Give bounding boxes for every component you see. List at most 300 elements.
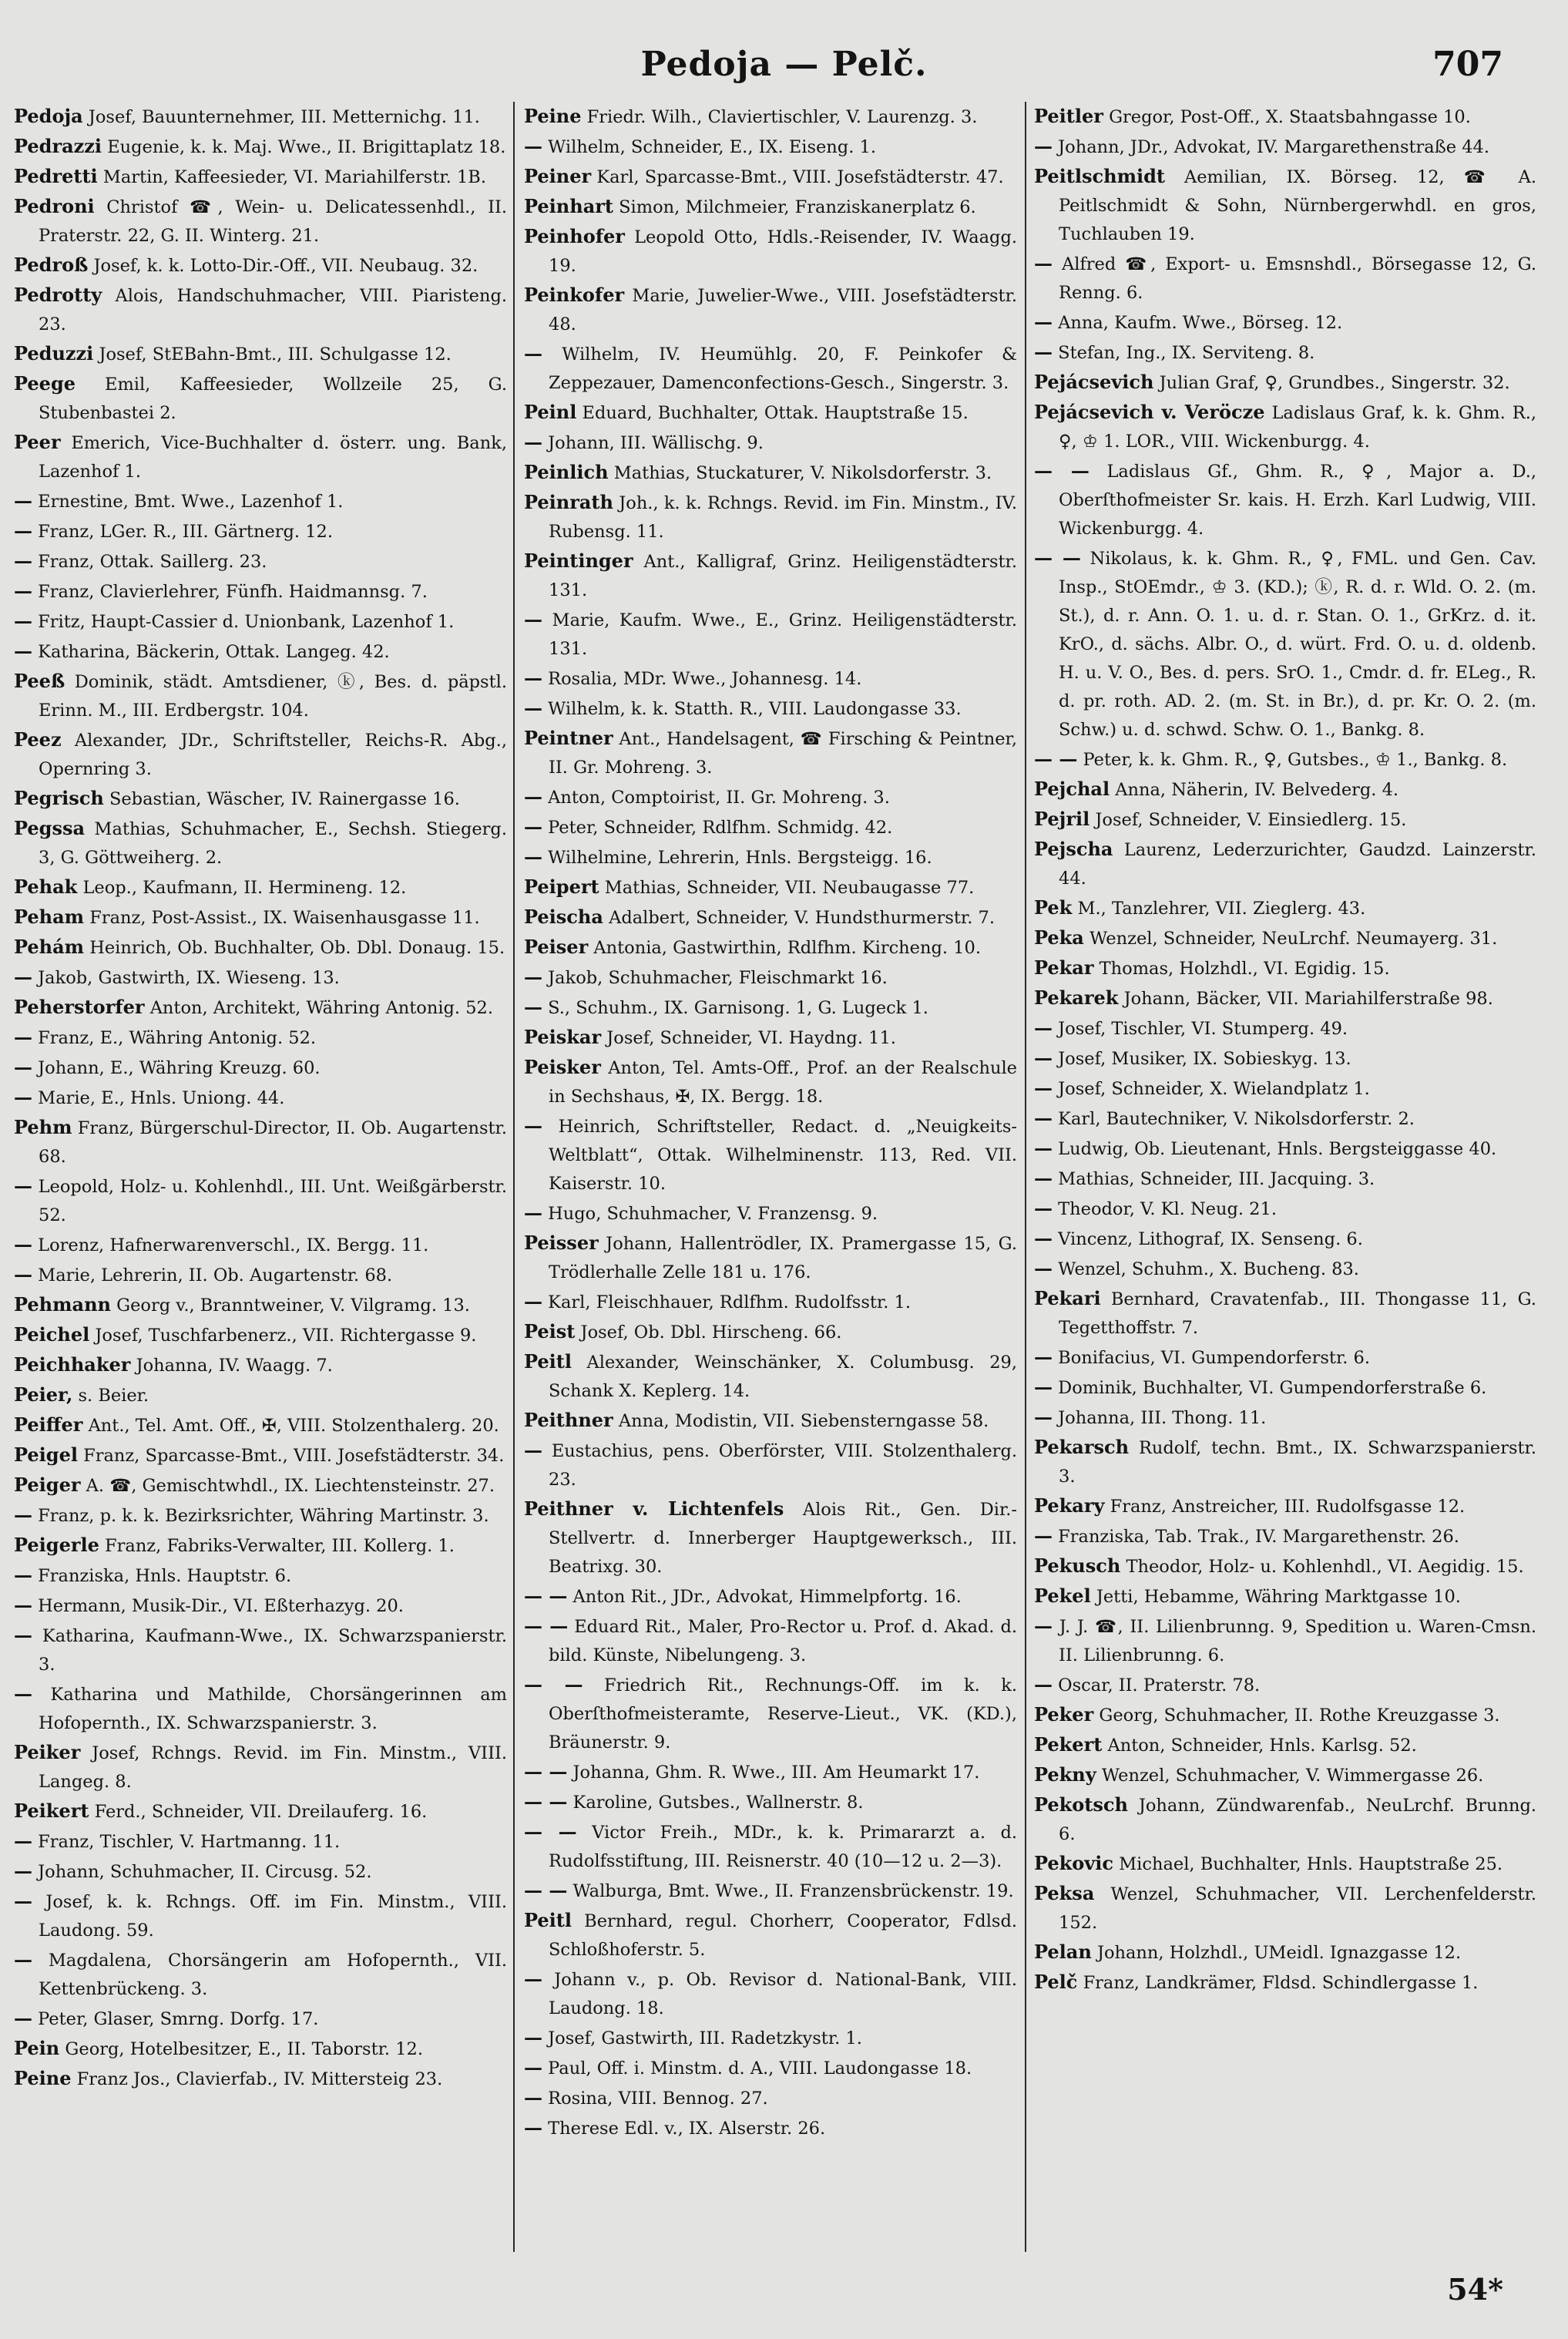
- entry-surname: —: [14, 489, 32, 512]
- entry-details: s. Beier.: [78, 1386, 149, 1406]
- entry-surname: —: [14, 549, 32, 572]
- directory-entry: [524, 102, 1017, 132]
- directory-entry: [524, 694, 1017, 724]
- entry-details: Alois Rit., Gen. Dir.-Stellvertr. d. Innerberger Hauptgewerksch., III. Beatrixg. 30.: [549, 1500, 1017, 1577]
- directory-entry: [1034, 835, 1536, 893]
- entry-details: J. J. ☎, II. Lilienbrunng. 9, Spedition u. Waren-Cmsn. II. Lilienbrunng. 6.: [1059, 1617, 1536, 1665]
- entry-surname: Peitl: [524, 1350, 572, 1373]
- directory-entry: [1034, 805, 1536, 835]
- entry-details: Paul, Off. i. Minstm. d. A., VIII. Laudongasse 18.: [548, 2058, 972, 2079]
- entry-surname: —: [1034, 1167, 1053, 1189]
- entry-details: Anton, Schneider, Hnls. Karlsg. 52.: [1107, 1736, 1417, 1756]
- entry-surname: Peisker: [524, 1056, 601, 1078]
- directory-entry: [14, 250, 507, 281]
- directory-entry: [524, 1494, 1017, 1581]
- directory-entry: [14, 637, 507, 667]
- entry-surname: —: [524, 845, 542, 868]
- directory-entry: [524, 1611, 1017, 1670]
- directory-entry: [14, 1410, 507, 1440]
- entry-surname: —: [1034, 1346, 1053, 1368]
- entry-details: Johann, Holzhdl., UMeidl. Ignazgasse 12.: [1096, 1943, 1462, 1963]
- entry-surname: —: [524, 2056, 542, 2079]
- directory-entry: [524, 1670, 1017, 1757]
- directory-entry: [14, 607, 507, 637]
- directory-entry: [14, 428, 507, 486]
- entry-surname: Pekari: [1034, 1287, 1101, 1309]
- entry-details: Wenzel, Schuhm., X. Bucheng. 83.: [1058, 1259, 1359, 1279]
- entry-surname: —: [1034, 1615, 1053, 1637]
- entry-surname: —: [1034, 1673, 1053, 1695]
- entry-details: Mathias, Stuckaturer, V. Nikolsdorferstr. 3.: [613, 463, 992, 483]
- entry-details: Alexander, Weinschänker, X. Columbusg. 29, Schank X. Keplerg. 14.: [549, 1353, 1017, 1401]
- directory-entry: [1034, 1730, 1536, 1760]
- entry-surname: Pelč: [1034, 1971, 1078, 1993]
- entry-surname: —: [524, 697, 542, 719]
- entry-surname: Pejácsevich v. Veröcze: [1034, 401, 1265, 423]
- entry-surname: —: [524, 2116, 542, 2139]
- directory-entry: [14, 516, 507, 546]
- entry-details: Lorenz, Hafnerwarenverschl., IX. Bergg. 11.: [38, 1235, 429, 1255]
- directory-entry: [524, 782, 1017, 812]
- entry-surname: —: [1034, 311, 1053, 333]
- entry-surname: —: [14, 1564, 32, 1586]
- page-number: 707: [1432, 45, 1503, 84]
- entry-surname: Peiker: [14, 1741, 81, 1763]
- directory-entry: [524, 132, 1017, 162]
- directory-entry: [1034, 307, 1536, 338]
- directory-entry: [14, 1350, 507, 1380]
- entry-surname: Peinhart: [524, 195, 613, 217]
- entry-details: Josef, k. k. Rchngs. Off. im Fin. Minstm., VIII. Laudong. 59.: [39, 1892, 507, 1941]
- directory-entry: [1034, 1611, 1536, 1670]
- directory-entry: [524, 1111, 1017, 1198]
- entry-surname: — —: [524, 1673, 583, 1695]
- entry-details: Jakob, Gastwirth, IX. Wieseng. 13.: [38, 968, 340, 988]
- directory-entry: [524, 1964, 1017, 2023]
- entry-details: Nikolaus, k. k. Ghm. R., ♀, FML. und Gen. Cav. Insp., StOEmdr., ♔ 3. (KD.); ⓚ, R. d. r. Wld. O. 2. (m. St.), d. r. Ann. O. 1. u. d. r. Stan. O. 1., GrKrz. d. it. KrO., d. sächs. Albr. O., d. würt. Frd. O. u. d. oldenb. H. u. V. O., Bes. d. pers. SrO. 1., Cmdr. d. fr. ELeg., R. d. pr. roth. AD. 2. (m. St. in Br.), d. pr. Kr. O. 2. (m. Schw.) u. d. schwd. Schw. O. 1., Bankg. 8.: [1059, 549, 1536, 740]
- entry-surname: —: [1034, 1406, 1053, 1428]
- directory-entry: [1034, 1433, 1536, 1491]
- entry-details: Mathias, Schneider, VII. Neubaugasse 77.: [604, 878, 975, 898]
- entry-details: Ant., Kalligraf, Grinz. Heiligenstädterstr. 131.: [549, 552, 1017, 600]
- entry-surname: Pein: [14, 2037, 60, 2059]
- entry-details: Jetti, Hebamme, Währing Marktgasse 10.: [1096, 1587, 1461, 1607]
- entry-details: Thomas, Holzhdl., VI. Egidig. 15.: [1099, 959, 1390, 979]
- directory-entry: [14, 162, 507, 192]
- entry-surname: Pehmann: [14, 1293, 111, 1316]
- entry-details: Josef, Rchngs. Revid. im Fin. Minstm., VIII. Langeg. 8.: [39, 1743, 507, 1792]
- entry-details: Anton Rit., JDr., Advokat, Himmelpfortg. 16.: [572, 1587, 962, 1607]
- entry-surname: Peege: [14, 372, 76, 395]
- entry-details: Rosina, VIII. Bennog. 27.: [548, 2089, 768, 2109]
- entry-details: Theodor, Holz- u. Kohlenhdl., VI. Aegidig. 15.: [1126, 1557, 1524, 1577]
- entry-surname: Pekovic: [1034, 1852, 1113, 1874]
- directory-entry: [524, 2023, 1017, 2053]
- entry-details: Josef, Tischler, VI. Stumperg. 49.: [1058, 1019, 1348, 1039]
- entry-details: Karoline, Gutsbes., Wallnerstr. 8.: [572, 1793, 864, 1813]
- entry-surname: — —: [1034, 459, 1090, 482]
- entry-details: Josef, StEBahn-Bmt., III. Schulgasse 12.: [99, 344, 452, 365]
- entry-details: Wilhelm, Schneider, E., IX. Eiseng. 1.: [548, 137, 876, 157]
- entry-details: Franz, Post-Assist., IX. Waisenhausgasse 11.: [89, 908, 480, 928]
- directory-entry: [524, 664, 1017, 694]
- entry-details: Anna, Modistin, VII. Siebensterngasse 58.: [618, 1411, 989, 1431]
- entry-surname: Peez: [14, 728, 62, 751]
- directory-entry: [524, 162, 1017, 192]
- directory-entry: [14, 814, 507, 872]
- entry-surname: Pejácsevich: [1034, 371, 1154, 393]
- entry-details: Johann, Schuhmacher, II. Circusg. 52.: [38, 1862, 372, 1882]
- entry-surname: —: [14, 519, 32, 542]
- directory-entry: [14, 1470, 507, 1501]
- running-title: Pedoja — Pelč.: [640, 45, 928, 84]
- entry-surname: Peipert: [524, 875, 599, 898]
- directory-entry: [524, 872, 1017, 902]
- entry-surname: Pedroß: [14, 254, 89, 276]
- directory-entry: [1034, 249, 1536, 307]
- entry-details: Eduard, Buchhalter, Ottak. Hauptstraße 15.: [582, 403, 969, 423]
- entry-surname: Pekarek: [1034, 986, 1119, 1009]
- entry-details: Christof ☎, Wein- u. Delicatessenhdl., II. Praterstr. 22, G. II. Winterg. 21.: [39, 197, 507, 246]
- entry-details: Mathias, Schuhmacher, E., Sechsh. Stiegerg. 3, G. Göttweiherg. 2.: [39, 819, 507, 868]
- entry-details: Anton, Tel. Amts-Off., Prof. an der Realschule in Sechshaus, ✠, IX. Bergg. 18.: [549, 1058, 1017, 1107]
- directory-entry: [524, 1023, 1017, 1053]
- directory-entry: [14, 2004, 507, 2034]
- directory-entry: [524, 993, 1017, 1023]
- entry-details: Bernhard, regul. Chorherr, Cooperator, Fdlsd. Schloßhoferstr. 5.: [549, 1911, 1017, 1960]
- entry-details: Ludwig, Ob. Lieutenant, Hnls. Bergsteiggasse 40.: [1058, 1139, 1497, 1159]
- entry-surname: Pekert: [1034, 1733, 1103, 1756]
- directory-entry: [524, 428, 1017, 458]
- directory-entry: [1034, 1373, 1536, 1403]
- directory-entry: [14, 1260, 507, 1290]
- entry-details: Peter, k. k. Ghm. R., ♀, Gutsbes., ♔ 1., Bankg. 8.: [1083, 750, 1508, 770]
- entry-surname: Pek: [1034, 896, 1073, 919]
- entry-surname: —: [14, 1175, 32, 1197]
- entry-details: Franz, Fabriks-Verwalter, III. Kollerg. 1.: [105, 1536, 455, 1556]
- entry-surname: —: [14, 1682, 32, 1705]
- entry-surname: Pekary: [1034, 1494, 1105, 1517]
- entry-details: Eugenie, k. k. Maj. Wwe., II. Brigittaplatz 18.: [107, 137, 506, 157]
- entry-details: Johanna, III. Thong. 11.: [1058, 1408, 1267, 1428]
- directory-entry: [524, 963, 1017, 993]
- entry-details: Johann, Zündwarenfab., NeuLrchf. Brunng. 6.: [1059, 1796, 1536, 1844]
- entry-details: Julian Graf, ♀, Grundbes., Singerstr. 32.: [1159, 373, 1510, 393]
- entry-details: Alois, Handschuhmacher, VIII. Piaristeng. 23.: [39, 286, 507, 334]
- entry-surname: Peeß: [14, 670, 65, 692]
- entry-surname: Peigel: [14, 1443, 78, 1466]
- entry-details: Emil, Kaffeesieder, Wollzeile 25, G. Stubenbastei 2.: [39, 375, 507, 423]
- entry-surname: Peiser: [524, 936, 589, 958]
- directory-entry: [1034, 1521, 1536, 1551]
- directory-entry: [1034, 1551, 1536, 1581]
- entry-details: Wenzel, Schuhmacher, V. Wimmergasse 26.: [1101, 1766, 1484, 1786]
- entry-details: Magdalena, Chorsängerin am Hofopernth., VII. Kettenbrückeng. 3.: [39, 1951, 507, 1999]
- entry-details: Josef, Schneider, VI. Haydng. 11.: [606, 1028, 896, 1048]
- directory-entry: [14, 933, 507, 963]
- entry-surname: Peichhaker: [14, 1353, 131, 1376]
- entry-details: Franziska, Hnls. Hauptstr. 6.: [38, 1566, 292, 1586]
- entry-details: Anton, Architekt, Währing Antonig. 52.: [149, 998, 494, 1018]
- entry-details: Peter, Schneider, Rdlfhm. Schmidg. 42.: [548, 818, 893, 838]
- directory-entry: [14, 1230, 507, 1260]
- entry-details: Wilhelm, IV. Heumühlg. 20, F. Peinkofer & Zeppezauer, Damenconfections-Gesch., Singerstr. 3.: [549, 344, 1017, 393]
- entry-surname: Peintner: [524, 727, 613, 749]
- entry-details: Anna, Kaufm. Wwe., Börseg. 12.: [1058, 313, 1343, 333]
- entry-surname: Peithner: [524, 1409, 613, 1431]
- directory-entry: [524, 339, 1017, 398]
- directory-entry: [1034, 1043, 1536, 1074]
- directory-entry: [1034, 398, 1536, 456]
- directory-entry: [14, 872, 507, 902]
- entry-details: M., Tanzlehrer, VII. Zieglerg. 43.: [1077, 899, 1366, 919]
- directory-entry: [524, 1347, 1017, 1406]
- entry-surname: Pekel: [1034, 1585, 1091, 1607]
- entry-details: Leopold, Holz- u. Kohlenhdl., III. Unt. Weißgärberstr. 52.: [38, 1177, 507, 1225]
- directory-entry: [1034, 1403, 1536, 1433]
- entry-details: Hugo, Schuhmacher, V. Franzensg. 9.: [548, 1204, 878, 1224]
- entry-details: Franz, Ottak. Saillerg. 23.: [38, 552, 267, 572]
- entry-surname: Pedoja: [14, 105, 83, 127]
- entry-surname: Peintinger: [524, 549, 633, 572]
- entry-details: Wenzel, Schuhmacher, VII. Lerchenfelderstr. 152.: [1059, 1884, 1536, 1933]
- directory-entry: [14, 102, 507, 132]
- directory-entry: [1034, 1700, 1536, 1730]
- directory-entry: [524, 1436, 1017, 1494]
- directory-entry: [1034, 543, 1536, 744]
- entry-details: Heinrich, Ob. Buchhalter, Ob. Dbl. Donaug. 15.: [89, 938, 505, 958]
- directory-entry: [14, 1621, 507, 1679]
- entry-details: Franz, p. k. k. Bezirksrichter, Währing Martinstr. 3.: [38, 1506, 489, 1526]
- entry-details: Marie, Kaufm. Wwe., E., Grinz. Heiligenstädterstr. 131.: [549, 610, 1017, 659]
- entry-surname: —: [1034, 341, 1053, 363]
- directory-entry: [1034, 162, 1536, 249]
- entry-surname: Pehm: [14, 1116, 72, 1138]
- entry-surname: —: [524, 966, 542, 988]
- entry-details: Johann, JDr., Advokat, IV. Margarethenstraße 44.: [1058, 137, 1489, 157]
- entry-surname: Pelan: [1034, 1941, 1092, 1963]
- entry-surname: —: [1034, 1376, 1053, 1398]
- entry-details: Joh., k. k. Rchngs. Revid. im Fin. Minstm., IV. Rubensg. 11.: [549, 493, 1017, 542]
- entry-surname: Pedrazzi: [14, 135, 102, 157]
- entry-surname: Pekotsch: [1034, 1793, 1128, 1816]
- entry-surname: —: [14, 1086, 32, 1108]
- directory-entry: [14, 546, 507, 576]
- directory-entry: [1034, 1074, 1536, 1104]
- directory-entry: [14, 993, 507, 1023]
- entry-details: Leopold Otto, Hdls.-Reisender, IV. Waagg. 19.: [549, 227, 1017, 276]
- entry-details: Josef, Schneider, X. Wielandplatz 1.: [1058, 1079, 1370, 1099]
- entry-details: Peter, Glaser, Smrng. Dorfg. 17.: [38, 2009, 319, 2029]
- entry-surname: Pegssa: [14, 817, 86, 839]
- entry-surname: Pegrisch: [14, 787, 104, 809]
- directory-entry: [1034, 1164, 1536, 1194]
- directory-entry: [14, 725, 507, 784]
- directory-entry: [1034, 1284, 1536, 1343]
- entry-surname: Peduzzi: [14, 342, 94, 365]
- entry-details: Johann, Bäcker, VII. Mariahilferstraße 98.: [1123, 989, 1493, 1009]
- entry-details: Karl, Bautechniker, V. Nikolsdorferstr. 2.: [1058, 1109, 1415, 1129]
- entry-surname: — —: [524, 1879, 568, 1901]
- directory-entry: [524, 1906, 1017, 1964]
- entry-surname: Pekny: [1034, 1763, 1096, 1786]
- entry-surname: Pejril: [1034, 808, 1090, 830]
- entry-surname: Peine: [14, 2067, 72, 2089]
- entry-details: Wenzel, Schneider, NeuLrchf. Neumayerg. 31.: [1090, 929, 1498, 949]
- entry-surname: —: [14, 1948, 32, 1971]
- directory-entry: [524, 1053, 1017, 1111]
- entry-surname: —: [524, 1290, 542, 1312]
- entry-details: Johann, III. Wällischg. 9.: [548, 433, 764, 453]
- entry-details: Walburga, Bmt. Wwe., II. Franzensbrückenstr. 19.: [572, 1881, 1014, 1901]
- entry-surname: — —: [524, 1790, 568, 1813]
- entry-details: Jakob, Schuhmacher, Fleischmarkt 16.: [548, 968, 888, 988]
- directory-entry: [14, 1857, 507, 1887]
- entry-details: Josef, k. k. Lotto-Dir.-Off., VII. Neubaug. 32.: [93, 256, 478, 276]
- entry-surname: Peist: [524, 1320, 576, 1343]
- directory-entry: [524, 1581, 1017, 1611]
- column-right: [1034, 102, 1536, 2252]
- entry-details: Anton, Comptoirist, II. Gr. Mohreng. 3.: [548, 788, 890, 808]
- entry-surname: —: [14, 610, 32, 632]
- entry-details: Therese Edl. v., IX. Alserstr. 26.: [548, 2119, 826, 2139]
- directory-entry: [524, 222, 1017, 281]
- entry-surname: —: [524, 815, 542, 838]
- directory-entry: [14, 1440, 507, 1470]
- directory-entry: [14, 132, 507, 162]
- directory-entry: [524, 902, 1017, 933]
- directory-entry: [14, 192, 507, 250]
- directory-entry: [1034, 983, 1536, 1013]
- entry-details: Josef, Musiker, IX. Sobieskyg. 13.: [1058, 1049, 1351, 1069]
- entry-surname: —: [14, 640, 32, 662]
- entry-details: Wilhelm, k. k. Statth. R., VIII. Laudongasse 33.: [548, 699, 962, 719]
- entry-surname: —: [524, 996, 542, 1018]
- entry-surname: — —: [1034, 748, 1078, 770]
- entry-details: Alfred ☎, Export- u. Emsnshdl., Börsegasse 12, G. Renng. 6.: [1059, 254, 1536, 303]
- column-middle: [524, 102, 1017, 2252]
- entry-surname: —: [14, 1860, 32, 1882]
- directory-entry: [14, 1945, 507, 2004]
- entry-surname: —: [14, 1263, 32, 1285]
- directory-entry: [14, 1887, 507, 1945]
- directory-entry: [1034, 1224, 1536, 1254]
- entry-details: Josef, Schneider, V. Einsiedlerg. 15.: [1095, 810, 1407, 830]
- entry-details: Friedr. Wilh., Claviertischler, V. Laurenzg. 3.: [586, 107, 978, 127]
- entry-details: Anna, Näherin, IV. Belvederg. 4.: [1115, 780, 1399, 800]
- entry-details: Antonia, Gastwirthin, Rdlfhm. Kircheng. 10.: [593, 938, 981, 958]
- entry-surname: Peinhofer: [524, 225, 625, 247]
- entry-details: Marie, E., Hnls. Uniong. 44.: [38, 1088, 285, 1108]
- entry-surname: —: [1034, 135, 1053, 157]
- entry-surname: — —: [524, 1760, 568, 1783]
- entry-details: Vincenz, Lithograf, IX. Senseng. 6.: [1058, 1229, 1363, 1249]
- directory-entry: [1034, 923, 1536, 953]
- entry-surname: —: [1034, 1227, 1053, 1249]
- entry-surname: —: [524, 1439, 542, 1461]
- directory-entry: [14, 1679, 507, 1738]
- entry-details: Mathias, Schneider, III. Jacquing. 3.: [1058, 1169, 1375, 1189]
- entry-surname: Peinl: [524, 401, 577, 423]
- entry-details: Johanna, Ghm. R. Wwe., III. Am Heumarkt 17.: [572, 1763, 980, 1783]
- directory-entry: [524, 398, 1017, 428]
- page-header: [0, 40, 1568, 86]
- entry-surname: Peka: [1034, 926, 1084, 949]
- entry-surname: Peinlich: [524, 461, 609, 483]
- directory-entry: [14, 1083, 507, 1113]
- entry-surname: — —: [524, 1585, 568, 1607]
- entry-surname: Pekar: [1034, 956, 1094, 979]
- directory-entry: [14, 1827, 507, 1857]
- directory-entry: [14, 1290, 507, 1320]
- directory-entry: [524, 1817, 1017, 1876]
- entry-details: Franz, Anstreicher, III. Rudolfsgasse 12.: [1110, 1497, 1466, 1517]
- entry-details: Bonifacius, VI. Gumpendorferstr. 6.: [1058, 1348, 1371, 1368]
- entry-surname: Peier,: [14, 1383, 73, 1406]
- entry-details: Josef, Tuschfarbenerz., VII. Richtergasse 9.: [95, 1326, 477, 1346]
- entry-surname: Peherstorfer: [14, 996, 145, 1018]
- directory-entry: [1034, 1581, 1536, 1611]
- entry-surname: Peiner: [524, 165, 592, 187]
- entry-surname: —: [14, 580, 32, 602]
- entry-surname: Peksa: [1034, 1882, 1095, 1904]
- entry-surname: —: [1034, 1107, 1053, 1129]
- entry-surname: Pehak: [14, 875, 78, 898]
- entry-details: Rudolf, techn. Bmt., IX. Schwarzspanierstr. 3.: [1059, 1438, 1536, 1487]
- directory-entry: [14, 369, 507, 428]
- entry-surname: Peisser: [524, 1232, 599, 1254]
- directory-entry: [14, 1023, 507, 1053]
- entry-surname: —: [1034, 1017, 1053, 1039]
- directory-entry: [524, 605, 1017, 664]
- entry-details: Johann, E., Währing Kreuzg. 60.: [38, 1058, 321, 1078]
- entry-surname: — —: [524, 1615, 569, 1637]
- directory-entry: [524, 812, 1017, 842]
- entry-surname: —: [14, 1890, 32, 1912]
- entry-details: Ladislaus Gf., Ghm. R., ♀, Major a. D., Oberſthofmeister Sr. kais. H. Erzh. Karl Ludwig, VIII. Wickenburgg. 4.: [1059, 462, 1536, 539]
- entry-surname: Peine: [524, 105, 582, 127]
- entry-surname: —: [524, 431, 542, 453]
- entry-details: Rosalia, MDr. Wwe., Johannesg. 14.: [548, 669, 862, 689]
- directory-entry: [14, 902, 507, 933]
- entry-surname: —: [14, 1056, 32, 1078]
- sheet-signature: 54*: [1447, 2272, 1503, 2307]
- directory-entry: [1034, 456, 1536, 543]
- directory-entry: [14, 1113, 507, 1171]
- directory-entry: [14, 576, 507, 607]
- directory-entry: [1034, 1491, 1536, 1521]
- entry-surname: —: [14, 1624, 32, 1646]
- entry-surname: Pedretti: [14, 165, 98, 187]
- directory-entry: [524, 933, 1017, 963]
- directory-entry: [524, 281, 1017, 339]
- directory-entry: [524, 546, 1017, 605]
- directory-entry: [524, 488, 1017, 546]
- directory-entry: [524, 1287, 1017, 1317]
- entry-surname: —: [1034, 1257, 1053, 1279]
- entry-details: Adalbert, Schneider, V. Hundsthurmerstr. 7.: [609, 908, 995, 928]
- entry-details: Gregor, Post-Off., X. Staatsbahngasse 10.: [1109, 107, 1471, 127]
- directory-entry: [524, 1228, 1017, 1287]
- entry-surname: — —: [524, 1820, 577, 1843]
- directory-entry: [1034, 893, 1536, 923]
- entry-details: Georg, Schuhmacher, II. Rothe Kreuzgasse 3.: [1099, 1706, 1500, 1726]
- entry-surname: —: [524, 135, 542, 157]
- directory-entry: [14, 1171, 507, 1230]
- entry-surname: Peiskar: [524, 1026, 602, 1048]
- entry-details: Ant., Handelsagent, ☎ Firsching & Peintner, II. Gr. Mohreng. 3.: [549, 729, 1017, 778]
- entry-surname: —: [14, 966, 32, 988]
